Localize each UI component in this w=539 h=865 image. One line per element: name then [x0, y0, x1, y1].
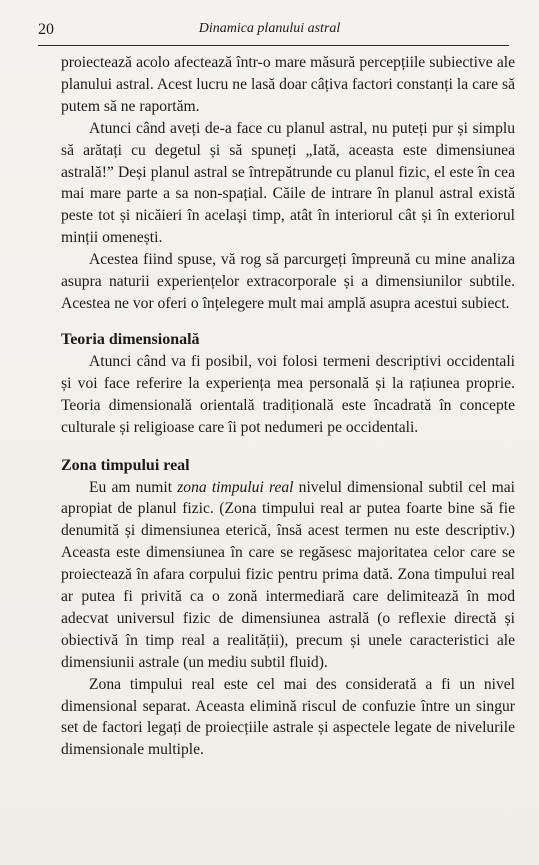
paragraph-1: proiectează acolo afectează într-o mare măsură percepțiile subiective ale planului astral. Acest lucru ne lasă doar câțiva factori constanți la care să putem să ne raportăm. [61, 54, 515, 115]
section-heading-dimensional-theory: Teoria dimensională [61, 330, 200, 348]
section-heading-real-time-zone: Zona timpului real [61, 456, 190, 474]
section-gap [61, 439, 515, 455]
term-real-time-zone: zona timpului real [177, 478, 294, 496]
paragraph-6: Zona timpului real este cel mai des considerată a fi un nivel dimensional separat. Aceasta elimină riscul de confuzie între un singur set de factori legați de proiecțiile astrale și aspectele legate de nivelurile dimensionale multiple. [61, 675, 515, 759]
header-rule [38, 45, 509, 46]
paragraph-5-start: Eu am numit [89, 478, 178, 496]
section-gap [61, 315, 515, 329]
page-number: 20 [38, 21, 54, 38]
paragraph-5-rest: nivelul dimensional subtil cel mai apropiat de planul fizic. (Zona timpului real ar putea foarte bine să fie denumită și dimensiunea eterică, însă acest termen nu este descriptiv.) Aceasta este dimensiunea în care se regăsesc majoritatea celor care se proiectează în afara corpului fizic pentru prima dată. Zona timpului real ar putea fi privită ca o zonă intermediară care delimitează în mod adecvat universul fizic de dimensiunea astrală (o reflexie directă și obiectivă în timp real a realității), precum și unele caracteristici ale dimensiunii astrale (un mediu subtil fluid). [61, 478, 515, 671]
paragraph-5 [61, 477, 515, 674]
paragraph-2: Atunci când aveți de-a face cu planul astral, nu puteți pur și simplu să arătați cu degetul și să spuneți „Iată, aceasta este dimensiunea astrală!” Deși planul astral se întrepătrunde cu planul fizic, el este în cea mai mare parte a sa non-spațial. Căile de intrare în planul astral există peste tot și nicăieri în același timp, atât în interiorul cât și în exteriorul minții omenești. [61, 119, 515, 247]
paragraph-4: Atunci când va fi posibil, voi folosi termeni descriptivi occidentali și voi face referire la experiența mea personală și la rațiunea proprie. Teoria dimensională orientală tradițională este încadrată în concepte culturale și religioase care îi pot nedumeri pe occidentali. [61, 352, 515, 436]
page-body [61, 52, 515, 761]
running-title: Dinamica planului astral [198, 21, 341, 36]
page-header [0, 19, 539, 43]
paragraph-3: Acestea fiind spuse, vă rog să parcurgeți împreună cu mine analiza asupra naturii experiențelor extracorporale și a dimensiunilor subtile. Acestea ne vor oferi o înțelegere mult mai amplă asupra acestui subiect. [61, 251, 515, 312]
